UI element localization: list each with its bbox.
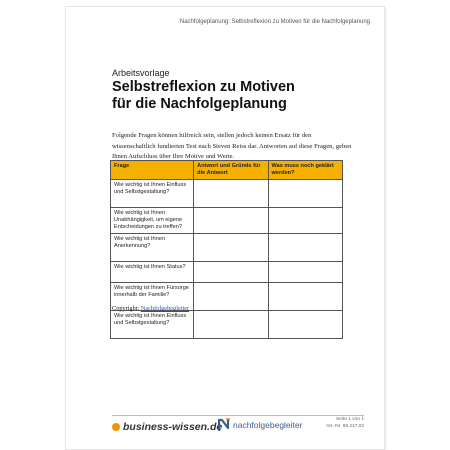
answer-cell[interactable] xyxy=(194,262,268,283)
table-row xyxy=(111,311,343,339)
question-table xyxy=(110,160,343,339)
answer-cell[interactable] xyxy=(194,180,268,208)
intro-paragraph: Folgende Fragen können hilfreich sein, stellen jedoch keinen Ersatz für den wissenschaftlich fundierten Test nach Steven Reiss dar. Antworten auf diese Fragen, geben Ihnen Aufschluss über Ihre Motive und Werte. xyxy=(112,132,352,160)
page-number: Seite 1 von 1 xyxy=(335,417,364,422)
brand-name: business-wissen.de xyxy=(123,421,223,433)
table-row xyxy=(111,234,343,262)
document-title xyxy=(112,79,295,113)
copyright-link[interactable]: Nachfolgebegleiter xyxy=(140,305,190,312)
partner-name: nachfolgebegleiter xyxy=(233,420,303,430)
open-points-cell[interactable] xyxy=(268,180,342,208)
title-line-1: Selbstreflexion zu Motiven xyxy=(112,79,295,95)
table-row xyxy=(111,208,343,234)
question-cell: Wie wichtig ist Ihnen Status? xyxy=(111,262,194,283)
header-open-points: Was muss noch geklärt werden? xyxy=(268,161,342,180)
table-header-row xyxy=(111,161,343,180)
question-cell: Wie wichtig ist Ihnen Fürsorge innerhalb der Familie? xyxy=(111,283,194,311)
title-line-2: für die Nachfolgeplanung xyxy=(112,96,287,112)
open-points-cell[interactable] xyxy=(268,208,342,234)
page-header: Nachfolgeplanung: Selbstreflexion zu Motiven für die Nachfolgeplanung xyxy=(179,19,370,25)
copyright-label: Copyright: xyxy=(112,305,140,312)
open-points-cell[interactable] xyxy=(268,262,342,283)
answer-cell[interactable] xyxy=(194,283,268,311)
question-cell: Wie wichtig ist Ihnen Anerkennung? xyxy=(111,234,194,262)
answer-cell[interactable] xyxy=(194,311,268,339)
orange-dot-icon xyxy=(112,423,120,431)
question-cell: Wie wichtig ist Ihnen Unabhängigkeit, um eigene Entscheidungen zu treffen? xyxy=(111,208,194,234)
business-wissen-logo xyxy=(112,421,222,433)
document-page xyxy=(66,7,384,449)
table-row xyxy=(111,262,343,283)
question-cell: Wie wichtig ist Ihnen Einfluss und Selbstgestaltung? xyxy=(111,311,194,339)
header-question: Frage xyxy=(111,161,194,180)
copyright-line xyxy=(112,305,189,312)
open-points-cell[interactable] xyxy=(268,283,342,311)
question-cell: Wie wichtig ist Ihnen Einfluss und Selbstgestaltung? xyxy=(111,180,194,208)
table-row xyxy=(111,180,343,208)
answer-cell[interactable] xyxy=(194,208,268,234)
nachfolgebegleiter-logo xyxy=(218,418,302,432)
header-answer: Antwort und Gründe für die Antwort xyxy=(194,161,268,180)
open-points-cell[interactable] xyxy=(268,311,342,339)
answer-cell[interactable] xyxy=(194,234,268,262)
page-meta xyxy=(326,416,364,430)
open-points-cell[interactable] xyxy=(268,234,342,262)
nachfolgebegleiter-logo-icon xyxy=(218,418,231,432)
document-type-label: Arbeitsvorlage xyxy=(112,68,170,78)
article-number: Art.-Nr. 99.217.02 xyxy=(326,424,364,429)
